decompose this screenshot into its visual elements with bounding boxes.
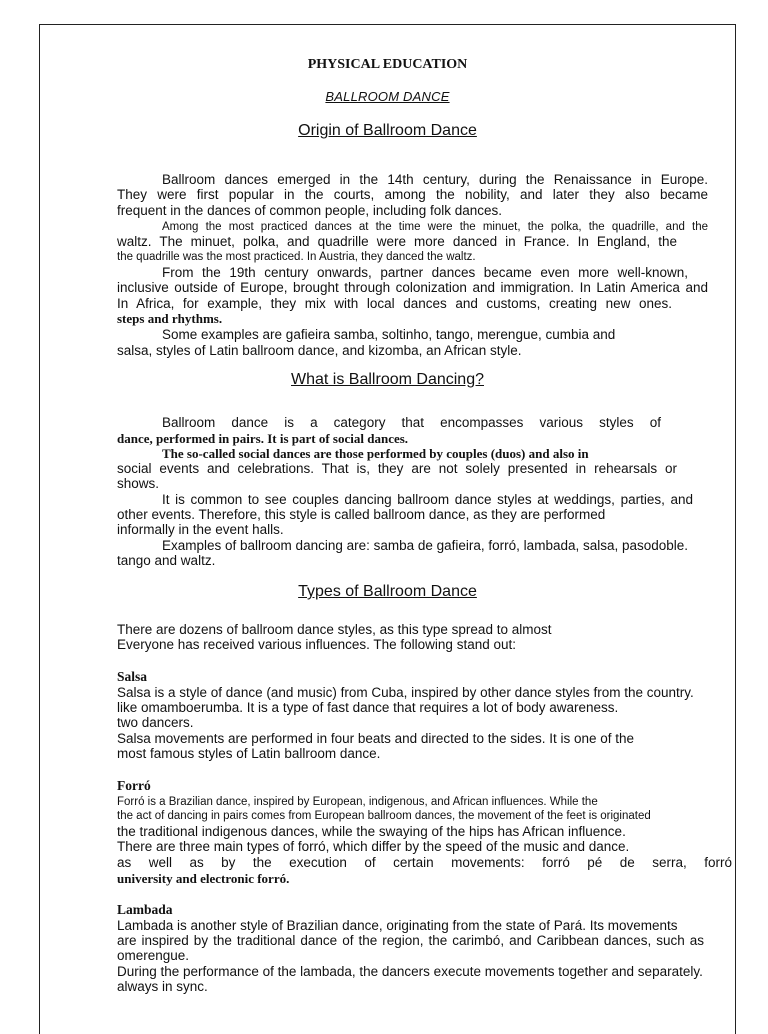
- paragraph-line: From the 19th century onwards, partner dances became even more well-known,: [162, 265, 688, 280]
- paragraph-line: It is common to see couples dancing ballroom dance styles at weddings, parties, and: [162, 492, 693, 507]
- paragraph-line: Salsa is a style of dance (and music) from Cuba, inspired by other dance styles from the country.: [117, 685, 694, 700]
- paragraph-line: Ballroom dance is a category that encompasses various styles of: [162, 415, 661, 430]
- subsection-heading-salsa: Salsa: [117, 669, 148, 684]
- paragraph-line: the traditional indigenous dances, while the swaying of the hips has African influence.: [117, 824, 626, 839]
- paragraph-line: They were first popular in the courts, among the nobility, and later they also became: [117, 187, 708, 202]
- paragraph-line: like omamboerumba. It is a type of fast dance that requires a lot of body awareness.: [117, 700, 619, 715]
- paragraph-line: dance, performed in pairs. It is part of social dances.: [117, 431, 409, 446]
- paragraph-line: Among the most practiced dances at the time were the minuet, the polka, the quadrille, and the: [162, 221, 708, 233]
- paragraph-line: omerengue.: [117, 948, 190, 963]
- paragraph-line: the quadrille was the most practiced. In Austria, they danced the waltz.: [117, 251, 476, 263]
- paragraph-line: Forró is a Brazilian dance, inspired by European, indigenous, and African influences. While the: [117, 796, 598, 808]
- paragraph-line: Ballroom dances emerged in the 14th century, during the Renaissance in Europe.: [162, 172, 708, 187]
- paragraph-line: other events. Therefore, this style is called ballroom dance, as they are performed: [117, 507, 606, 522]
- paragraph-line: are inspired by the traditional dance of the region, the carimbó, and Caribbean dances, such as: [117, 933, 704, 948]
- section-heading-origin: Origin of Ballroom Dance: [298, 122, 477, 139]
- paragraph-line: The so-called social dances are those performed by couples (duos) and also in: [162, 446, 589, 461]
- paragraph-line: inclusive outside of Europe, brought through colonization and immigration. In Latin America and: [117, 280, 708, 295]
- paragraph-line: Salsa movements are performed in four beats and directed to the sides. It is one of the: [117, 731, 635, 746]
- paragraph-line: During the performance of the lambada, the dancers execute movements together and separately.: [117, 964, 703, 979]
- paragraph-line: Some examples are gafieira samba, soltinho, tango, merengue, cumbia and: [162, 327, 616, 342]
- paragraph-line: informally in the event halls.: [117, 522, 284, 537]
- paragraph-line: salsa, styles of Latin ballroom dance, and kizomba, an African style.: [117, 343, 522, 358]
- paragraph-line: as well as by the execution of certain movements: forró pé de serra, forró: [117, 855, 732, 870]
- paragraph-line: There are three main types of forró, which differ by the speed of the music and dance.: [117, 839, 630, 854]
- paragraph-line: Everyone has received various influences. The following stand out:: [117, 637, 516, 652]
- paragraph-line: Lambada is another style of Brazilian dance, originating from the state of Pará. Its movements: [117, 918, 678, 933]
- paragraph-line: the act of dancing in pairs comes from European ballroom dances, the movement of the feet is originated: [117, 810, 651, 822]
- paragraph-line: Examples of ballroom dancing are: samba de gafieira, forró, lambada, salsa, pasodoble.: [162, 538, 689, 553]
- subsection-heading-lambada: Lambada: [117, 902, 173, 917]
- paragraph-line: shows.: [117, 476, 160, 491]
- paragraph-line: waltz. The minuet, polka, and quadrille were more danced in France. In England, the: [117, 234, 677, 249]
- subsection-heading-forro: Forró: [117, 778, 151, 793]
- section-heading-types: Types of Ballroom Dance: [298, 583, 477, 600]
- paragraph-line: tango and waltz.: [117, 553, 216, 568]
- paragraph-line: In Africa, for example, they mix with local dances and customs, creating new ones.: [117, 296, 672, 311]
- paragraph-line: always in sync.: [117, 979, 208, 994]
- document-title: PHYSICAL EDUCATION: [307, 57, 468, 72]
- paragraph-line: There are dozens of ballroom dance styles, as this type spread to almost: [117, 622, 552, 637]
- document-subtitle: BALLROOM DANCE: [325, 89, 450, 104]
- paragraph-line: social events and celebrations. That is, they are not solely presented in rehearsals or: [117, 461, 677, 476]
- paragraph-line: frequent in the dances of common people, including folk dances.: [117, 203, 502, 218]
- paragraph-line: most famous styles of Latin ballroom dance.: [117, 746, 381, 761]
- section-heading-what-is: What is Ballroom Dancing?: [291, 371, 484, 388]
- paragraph-line: university and electronic forró.: [117, 871, 290, 886]
- paragraph-line: two dancers.: [117, 715, 194, 730]
- paragraph-line: steps and rhythms.: [117, 311, 223, 326]
